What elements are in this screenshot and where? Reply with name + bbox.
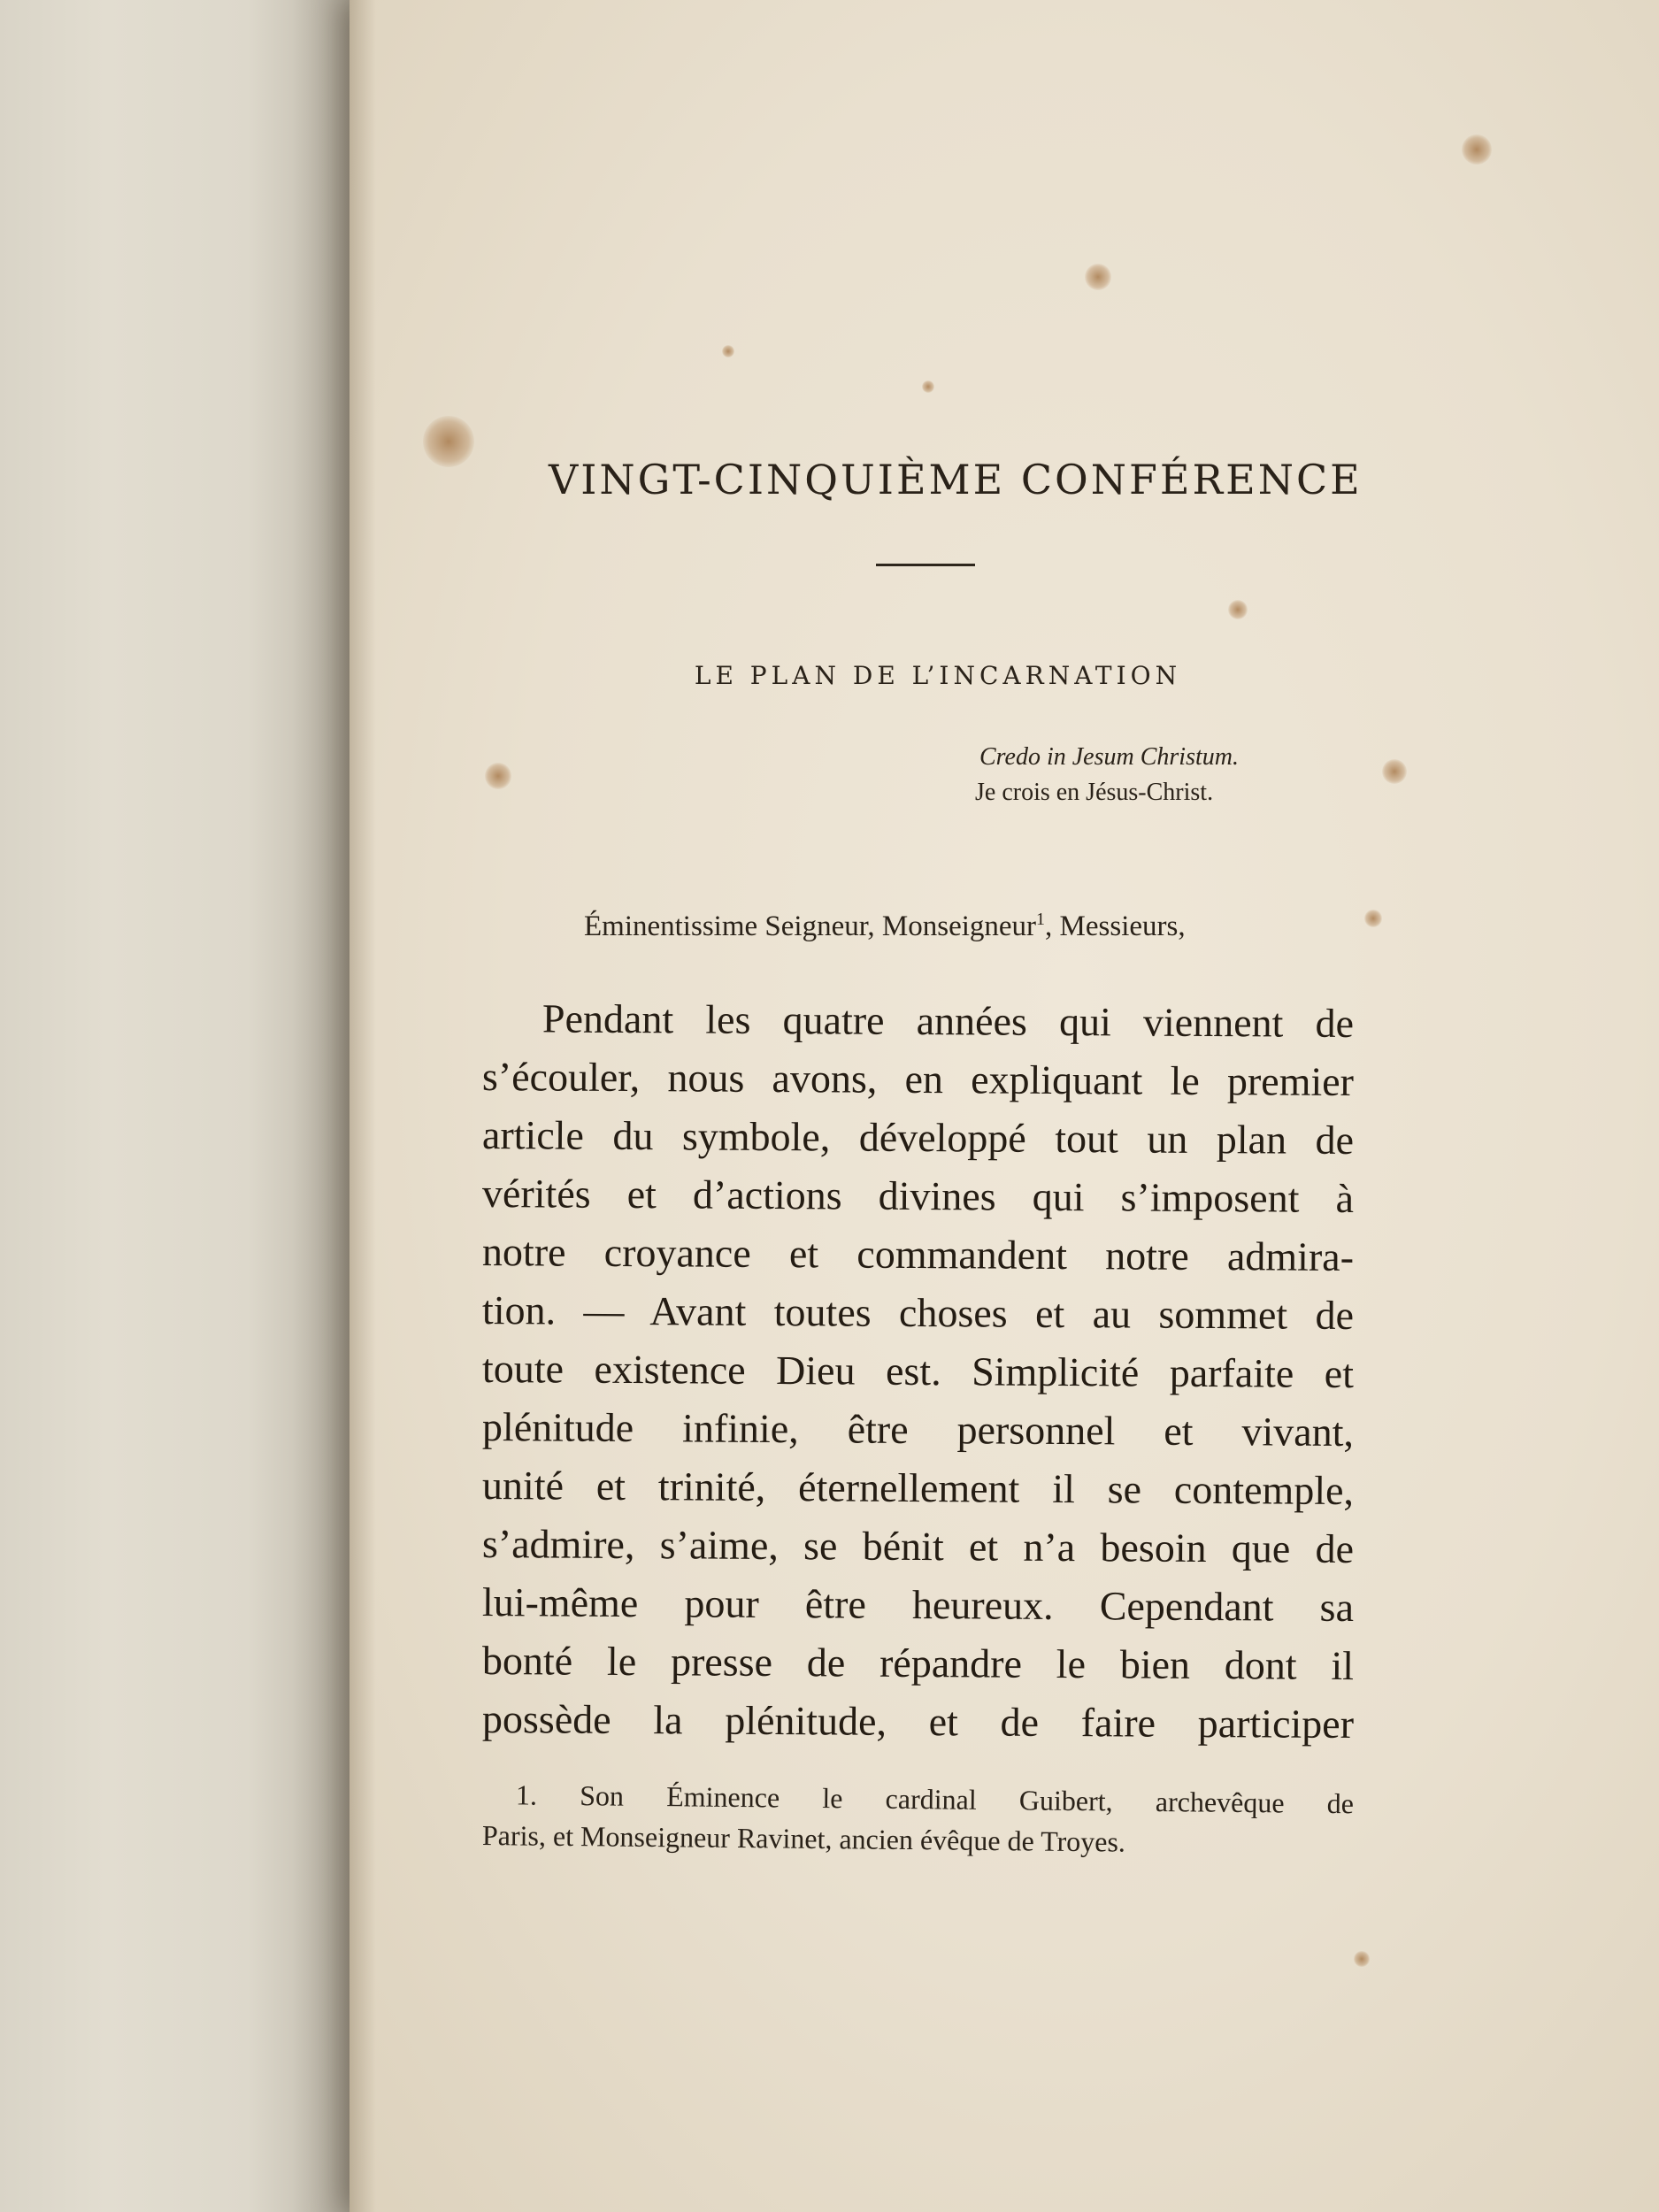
footnote-line: Paris, et Monseigneur Ravinet, ancien évêque de Troyes. — [481, 1819, 1126, 1858]
foxing-spot — [722, 345, 734, 357]
salutation — [584, 910, 1345, 943]
page-edge-shadow — [349, 0, 376, 2212]
body-line: article du symbole, développé tout un plan de — [481, 1112, 1355, 1164]
body-line: s’écouler, nous avons, en expliquant le premier — [481, 1054, 1355, 1105]
foxing-spot — [922, 380, 934, 393]
foxing-spot — [423, 416, 474, 467]
page-fold-shadow — [292, 0, 354, 2212]
title-divider — [876, 564, 975, 566]
foxing-spot — [1354, 1951, 1370, 1967]
foxing-spot — [485, 763, 511, 789]
body-line: toute existence Dieu est. Simplicité parfaite et — [481, 1346, 1355, 1397]
foxing-spot — [1382, 759, 1407, 784]
body-line: vérités et d’actions divines qui s’imposent à — [481, 1171, 1355, 1222]
salutation-text-end: , Messieurs, — [1045, 910, 1186, 942]
foxing-spot — [1085, 264, 1111, 290]
chapter-title: VINGT-CINQUIÈME CONFÉRENCE — [549, 456, 1363, 503]
footnote-marker: 1 — [1036, 910, 1046, 929]
foxing-spot — [1228, 600, 1248, 619]
footnote-line: 1. Son Éminence le cardinal Guibert, archevêque de — [515, 1778, 1355, 1820]
footnote — [481, 1774, 1355, 1858]
foxing-spot — [1462, 134, 1492, 165]
salutation-text: Éminentissime Seigneur, Monseigneur — [584, 910, 1037, 942]
body-line: plénitude infinie, être personnel et vivant, — [481, 1404, 1355, 1455]
body-line: lui-même pour être heureux. Cependant sa — [481, 1579, 1355, 1631]
foxing-spot — [1364, 910, 1382, 927]
epigraph-french: Je crois en Jésus-Christ. — [975, 779, 1214, 806]
epigraph — [956, 740, 1327, 810]
body-line: notre croyance et commandent notre admira- — [481, 1229, 1355, 1280]
body-line: tion. — Avant toutes choses et au sommet de — [481, 1287, 1355, 1339]
body-line: Pendant les quatre années qui viennent de — [541, 995, 1355, 1047]
chapter-subtitle: LE PLAN DE L’INCARNATION — [694, 661, 1182, 690]
body-line: possède la plénitude, et de faire participer — [481, 1696, 1355, 1747]
body-line: bonté le presse de répandre le bien dont il — [481, 1638, 1355, 1689]
body-line: s’admire, s’aime, se bénit et n’a besoin que de — [481, 1521, 1355, 1572]
body-text — [482, 989, 1354, 1748]
epigraph-latin: Credo in Jesum Christum. — [979, 743, 1239, 771]
body-line: unité et trinité, éternellement il se contemple, — [481, 1463, 1355, 1514]
